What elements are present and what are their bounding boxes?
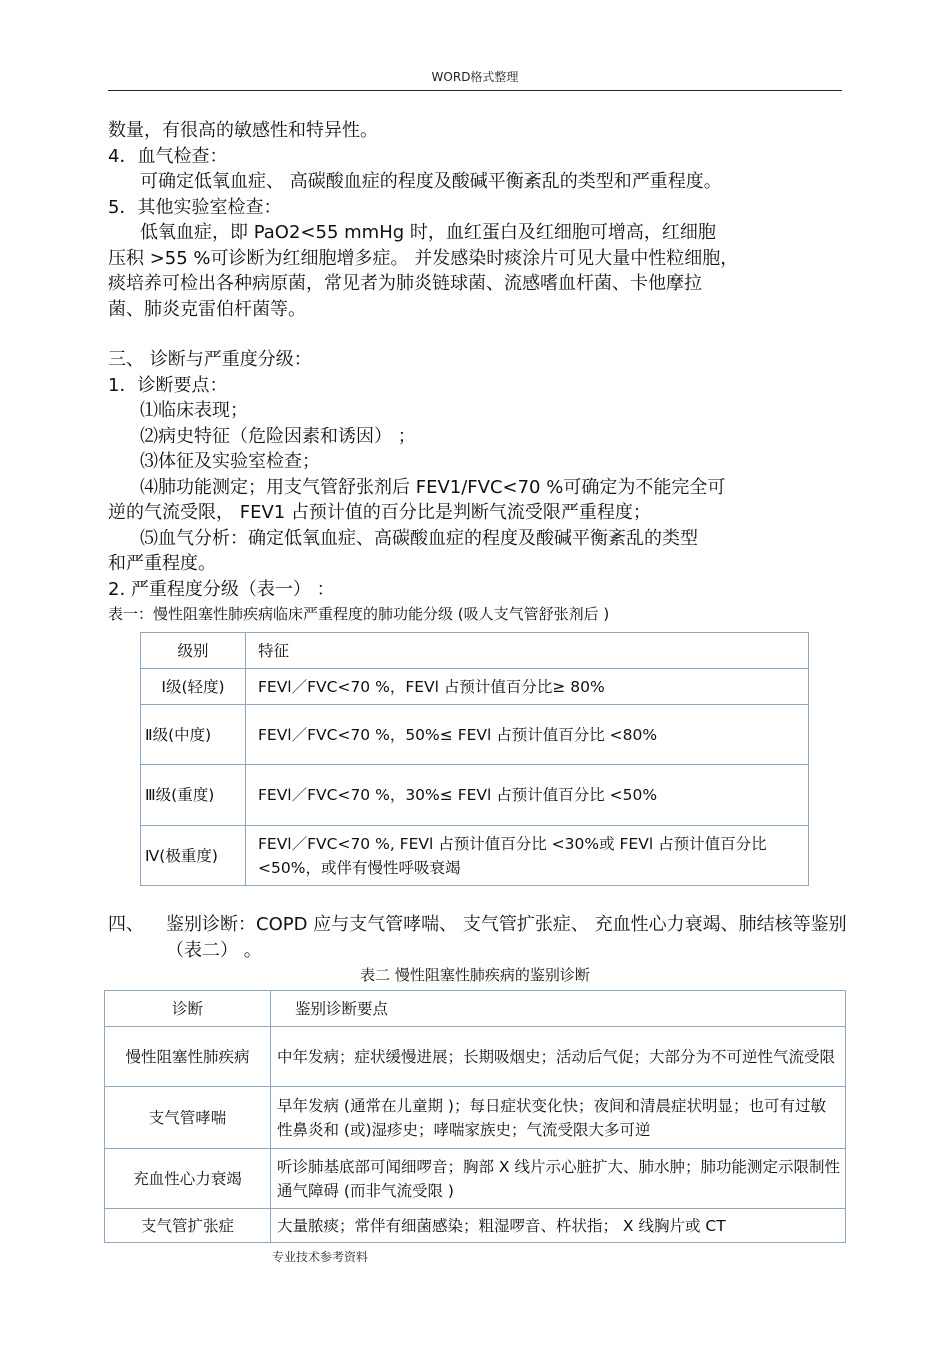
table-row xyxy=(141,765,809,826)
header-cell: 级别 xyxy=(141,633,246,669)
diagnosis-cell: 支气管哮喘 xyxy=(105,1087,271,1149)
section-number: 四、 xyxy=(108,914,144,935)
text-line: 压积 >55 %可诊断为红细胞增多症。 并发感染时痰涂片可见大量中性粒细胞， xyxy=(108,247,739,269)
header-divider xyxy=(108,90,842,91)
text-line: 低氧血症，即 PaO2<55 mmHg 时，血红蛋白及红细胞可增高，红细胞 xyxy=(140,222,716,243)
text-line: ⑶体征及实验室检查； xyxy=(140,451,320,472)
table-row xyxy=(141,669,809,705)
text-line: 1．诊断要点： xyxy=(108,374,228,396)
table-severity-grading xyxy=(140,632,809,886)
table-row xyxy=(105,1027,846,1087)
points-cell: 大量脓痰；常伴有细菌感染；粗湿啰音、杵状指； X 线胸片或 CT xyxy=(271,1209,846,1243)
table1-caption: 表一：慢性阻塞性肺疾病临床严重程度的肺功能分级 (吸人支气管舒张剂后 ) xyxy=(108,605,610,623)
text-line: ⑸血气分析：确定低氧血症、高碳酸血症的程度及酸碱平衡紊乱的类型 xyxy=(140,527,698,549)
table-row xyxy=(105,1149,846,1209)
points-cell: 听诊肺基底部可闻细啰音；胸部 X 线片示心脏扩大、肺水肿；肺功能测定示限制性通气障碍 (而非气流受限 ) xyxy=(271,1149,846,1209)
level-cell: Ⅲ级(重度) xyxy=(141,765,246,826)
points-cell: 中年发病；症状缓慢进展；长期吸烟史；活动后气促；大部分为不可逆性气流受限 xyxy=(271,1027,846,1087)
table-row xyxy=(105,1087,846,1149)
table-header-row xyxy=(105,991,846,1027)
level-cell: Ⅰ级(轻度) xyxy=(141,669,246,705)
page-footer: 专业技术参考资料 xyxy=(272,1250,369,1264)
diagnosis-cell: 充血性心力衰竭 xyxy=(105,1149,271,1209)
points-cell: 早年发病 (通常在儿童期 )；每日症状变化快；夜间和清晨症状明显；也可有过敏性鼻炎和 (或)湿疹史；哮喘家族史；气流受限大多可逆 xyxy=(271,1087,846,1149)
text-line: 2. 严重程度分级（表一） ： xyxy=(108,578,335,600)
header-cell: 鉴别诊断要点 xyxy=(271,991,846,1027)
text-line: 4．血气检查： xyxy=(108,145,228,167)
text-line: ⑴临床表现； xyxy=(140,400,248,421)
header-cell: 特征 xyxy=(246,633,809,669)
table2-caption: 表二 慢性阻塞性肺疾病的鉴别诊断 xyxy=(360,966,590,984)
table-differential-diagnosis xyxy=(104,990,846,1243)
text-line: 痰培养可检出各种病原菌，常见者为肺炎链球菌、流感嗜血杆菌、卡他摩拉 xyxy=(108,273,702,294)
section-text: 鉴别诊断：COPD 应与支气管哮喘、 支气管扩张症、 充血性心力衰竭、肺结核等鉴别（表二） 。 xyxy=(166,914,847,961)
feature-cell: FEVl／FVC<70 %，FEVl 占预计值百分比≥ 80% xyxy=(246,669,809,705)
feature-cell: FEVl／FVC<70 %, FEVl 占预计值百分比 <30%或 FEVl 占预计值百分比<50%，或伴有慢性呼吸衰竭 xyxy=(246,826,809,886)
text-line: 数量，有很高的敏感性和特异性。 xyxy=(108,120,378,141)
text-line: ⑵病史特征（危险因素和诱因） ； xyxy=(140,425,416,447)
table-row xyxy=(141,826,809,886)
table-row xyxy=(141,705,809,765)
diagnosis-cell: 支气管扩张症 xyxy=(105,1209,271,1243)
text-line: 和严重程度。 xyxy=(108,553,216,574)
text-line: 逆的气流受限， FEV1 占预计值的百分比是判断气流受限严重程度； xyxy=(108,502,651,523)
body-text xyxy=(108,118,843,626)
level-cell: Ⅳ(极重度) xyxy=(141,826,246,886)
table-header-row xyxy=(141,633,809,669)
diagnosis-cell: 慢性阻塞性肺疾病 xyxy=(105,1027,271,1087)
level-cell: Ⅱ级(中度) xyxy=(141,705,246,765)
text-line: 5．其他实验室检查： xyxy=(108,196,282,218)
table-row xyxy=(105,1209,846,1243)
feature-cell: FEVl／FVC<70 %，50%≤ FEVl 占预计值百分比 <80% xyxy=(246,705,809,765)
text-line: 菌、肺炎克雷伯杆菌等。 xyxy=(108,298,306,320)
feature-cell: FEVl／FVC<70 %，30%≤ FEVl 占预计值百分比 <50% xyxy=(246,765,809,826)
text-line: ⑷肺功能测定；用支气管舒张剂后 FEV1/FVC<70 %可确定为不能完全可 xyxy=(140,476,726,498)
header-cell: 诊断 xyxy=(105,991,271,1027)
section-differential xyxy=(108,912,848,964)
page-header: WORD格式整理 xyxy=(431,70,519,84)
text-line: 可确定低氧血症、 高碳酸血症的程度及酸碱平衡紊乱的类型和严重程度。 xyxy=(140,171,722,192)
section-heading: 三、 诊断与严重度分级： xyxy=(108,349,312,370)
